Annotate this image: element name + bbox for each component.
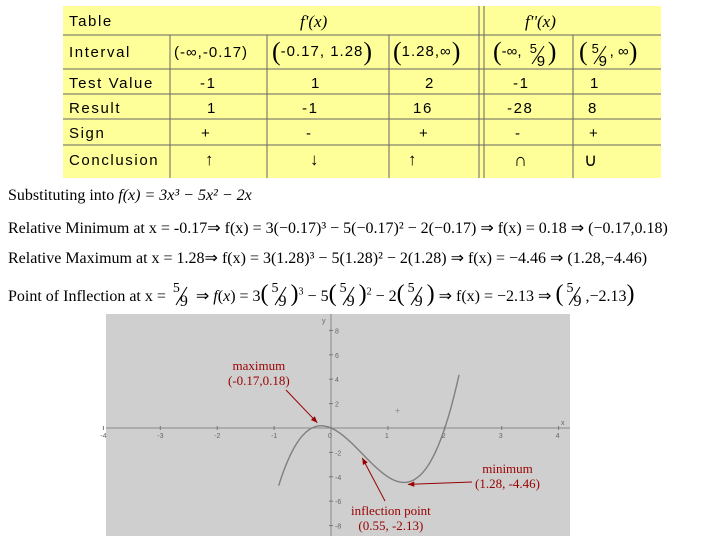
- minimum-arrow: [408, 482, 472, 484]
- interval-row-label: Interval: [69, 44, 131, 61]
- x-tick-label: 3: [498, 433, 503, 440]
- relative-minimum-line: Relative Minimum at x = -0.17⇒ f(x) = 3(−0.17)³ − 5(−0.17)² − 2(−0.17) ⇒ f(x) = 0.18 ⇒ (−0.17,0.18): [8, 220, 668, 237]
- concave-down-icon: ∩: [514, 150, 529, 170]
- conclusion-row-label: Conclusion: [69, 152, 160, 169]
- decreasing-arrow-icon: ↓: [310, 150, 321, 169]
- sign-cell: +: [589, 125, 600, 142]
- y-tick-label: -4: [335, 474, 342, 482]
- sign-cell: -: [515, 125, 522, 142]
- f-double-prime-header: f''(x): [525, 12, 556, 31]
- test-value-cell: -1: [200, 75, 217, 92]
- sign-cell: +: [419, 125, 430, 142]
- test-value-cell: 1: [311, 75, 321, 92]
- plus-marker: +: [395, 406, 401, 416]
- sign-cell: +: [201, 125, 212, 142]
- x-tick-label: -3: [157, 433, 164, 440]
- x-tick-label: -4: [100, 433, 107, 440]
- sign-chart-table: [63, 6, 661, 178]
- minimum-annotation: minimum (1.28, -4.46): [475, 461, 540, 491]
- relative-maximum-line: Relative Maximum at x = 1.28⇒ f(x) = 3(1.28)³ − 5(1.28)² − 2(1.28) ⇒ f(x) = −4.46 ⇒ (1.28,−4.46): [8, 250, 648, 267]
- concave-up-icon: ∪: [584, 150, 599, 170]
- graph-canvas: [100, 314, 570, 536]
- x-tick-label: 4: [555, 433, 560, 440]
- function-curve: [279, 375, 459, 486]
- y-tick-label: 4: [335, 377, 339, 385]
- interval-cell-3: (1.28,∞): [393, 37, 461, 66]
- maximum-annotation: maximum (-0.17,0.18): [228, 358, 290, 388]
- function-expression: f(x) = 3x³ − 5x² − 2x: [118, 187, 252, 204]
- y-axis-label: y: [322, 318, 326, 325]
- result-cell: -28: [507, 100, 534, 117]
- fraction-five-ninths: 5 9: [591, 41, 608, 71]
- test-value-cell: -1: [513, 75, 530, 92]
- interval-cell-5: ( 5 9 , ∞): [579, 37, 638, 71]
- x-tick-label: 2: [441, 433, 446, 440]
- interval-cell-4: (-∞, 5 9 ): [493, 37, 557, 71]
- x-tick-label: -1: [271, 433, 278, 440]
- sign-row-label: Sign: [69, 125, 106, 142]
- y-tick-label: -2: [335, 450, 342, 458]
- x-tick-label: 1: [384, 433, 389, 440]
- maximum-arrow: [286, 390, 317, 423]
- y-tick-label: 6: [335, 352, 339, 360]
- result-cell: -1: [302, 100, 319, 117]
- inflection-point-line: Point of Inflection at x = 5 9 ⇒ f(x) = 3( 5 9 )$^3$ − 5( 5 9 )$^2$ − 2( 5 9 ) ⇒ f(x) = −2.13 ⇒ ( 5 9 ,−2.13): [8, 281, 635, 311]
- x-tick-label: -2: [214, 433, 221, 440]
- test-value-cell: 2: [425, 75, 435, 92]
- substitution-line: Substituting into f(x) = 3x³ − 5x² − 2x: [8, 187, 252, 204]
- test-value-cell: 1: [590, 75, 600, 92]
- increasing-arrow-icon: ↑: [408, 150, 419, 169]
- result-cell: 16: [413, 100, 433, 117]
- y-tick-label: 8: [335, 328, 339, 336]
- x-tick-label: 0: [328, 433, 332, 440]
- sign-cell: -: [306, 125, 313, 142]
- interval-cell-2: (-0.17, 1.28): [272, 37, 373, 66]
- test-value-row-label: Test Value: [69, 75, 154, 92]
- f-prime-header: f'(x): [300, 12, 328, 31]
- y-tick-label: -8: [335, 523, 342, 531]
- inflection-point-annotation: inflection point (0.55, -2.13): [351, 503, 431, 533]
- table-header-label: Table: [69, 13, 113, 30]
- result-row-label: Result: [69, 100, 122, 117]
- y-tick-label: -6: [335, 499, 342, 507]
- fraction-five-ninths: 5 9: [529, 41, 546, 71]
- result-cell: 1: [207, 100, 217, 117]
- increasing-arrow-icon: ↑: [205, 150, 216, 169]
- result-cell: 8: [588, 100, 598, 117]
- function-graph: [100, 314, 570, 536]
- x-axis-label: x: [561, 420, 565, 427]
- fraction-five-ninths: 5 9: [172, 281, 188, 311]
- y-tick-label: 2: [335, 401, 339, 409]
- interval-cell-1: (-∞,-0.17): [174, 44, 249, 61]
